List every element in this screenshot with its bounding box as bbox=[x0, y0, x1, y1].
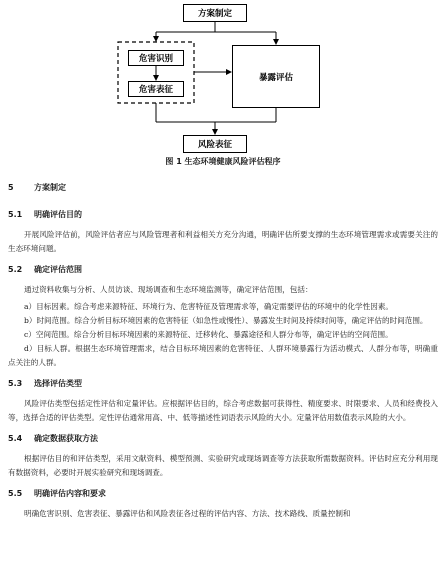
subsection-number: 5.4 bbox=[8, 434, 23, 443]
subsection-heading-5-2 bbox=[8, 264, 438, 275]
paragraph-5-2-intro: 通过资料收集与分析、人员访谈、现场调查和生态环境监测等，确定评估范围，包括： bbox=[24, 285, 313, 294]
subsection-heading-5-5 bbox=[8, 488, 438, 499]
list-item-d: d）目标人群。根据生态环境管理需求，结合目标环境因素的危害特征、人群环境暴露行为活动模式、人群分布等，明确重点关注的人群。 bbox=[8, 344, 438, 367]
subsection-heading-5-1 bbox=[8, 209, 438, 220]
list-item-b: b）时间范围。综合分析目标环境因素的危害特征（如急性或慢性）、暴露发生时间及持续时间等，确定评估的时间范围。 bbox=[24, 316, 428, 325]
subsection-number: 5.3 bbox=[8, 379, 23, 388]
box-exposure-assessment: 暴露评估 bbox=[232, 45, 320, 108]
box-hazard-characterization: 危害表征 bbox=[128, 81, 184, 97]
subsection-title: 明确评估内容和要求 bbox=[34, 489, 106, 498]
list-item-c: c）空间范围。综合分析目标环境因素的来源特征、迁移转化、暴露途径和人群分布等，确定评估的空间范围。 bbox=[24, 330, 393, 339]
workflow-diagram bbox=[0, 0, 446, 170]
box-risk-characterization: 风险表征 bbox=[183, 135, 247, 153]
subsection-number: 5.2 bbox=[8, 265, 23, 274]
subsection-heading-5-4 bbox=[8, 433, 438, 444]
subsection-heading-5-3 bbox=[8, 378, 438, 389]
box-hazard-identification: 危害识别 bbox=[128, 50, 184, 66]
paragraph-5-3: 风险评估类型包括定性评估和定量评估。应根据评估目的，综合考虑数据可获得性、精度要求、时限要求、人员和经费投入等，选择合适的评估类型。定性评估通常用高、中、低等描述性词语表示风险的大小。定量评估用数值表示风险的大小。 bbox=[8, 399, 438, 422]
paragraph-5-5: 明确危害识别、危害表征、暴露评估和风险表征各过程的评估内容、方法、技术路线、质量控制和 bbox=[24, 509, 351, 518]
figure-caption: 图 1 生态环境健康风险评估程序 bbox=[165, 157, 281, 166]
subsection-title: 确定评估范围 bbox=[34, 265, 82, 274]
document-body bbox=[8, 182, 438, 524]
list-item-a: a）目标因素。综合考虑来源特征、环境行为、危害特征及管理需求等，确定需要评估的环境中的化学性因素。 bbox=[24, 302, 394, 311]
paragraph-5-4: 根据评估目的和评估类型，采用文献资料、模型预测、实验研究或现场调查等方法获取所需数据资料。评估时应充分利用现有数据资料，必要时开展实验研究和现场调查。 bbox=[8, 454, 438, 477]
section-number: 5 bbox=[8, 183, 14, 192]
section-heading-5 bbox=[8, 182, 438, 193]
subsection-title: 选择评估类型 bbox=[34, 379, 82, 388]
paragraph-5-1: 开展风险评估前，风险评估者应与风险管理者和利益相关方充分沟通，明确评估所要支撑的生态环境管理需求或需要关注的生态环境问题。 bbox=[8, 230, 438, 253]
subsection-title: 明确评估目的 bbox=[34, 210, 82, 219]
subsection-number: 5.1 bbox=[8, 210, 23, 219]
box-plan: 方案制定 bbox=[183, 4, 247, 22]
subsection-title: 确定数据获取方法 bbox=[34, 434, 98, 443]
section-title: 方案制定 bbox=[34, 183, 66, 192]
subsection-number: 5.5 bbox=[8, 489, 23, 498]
